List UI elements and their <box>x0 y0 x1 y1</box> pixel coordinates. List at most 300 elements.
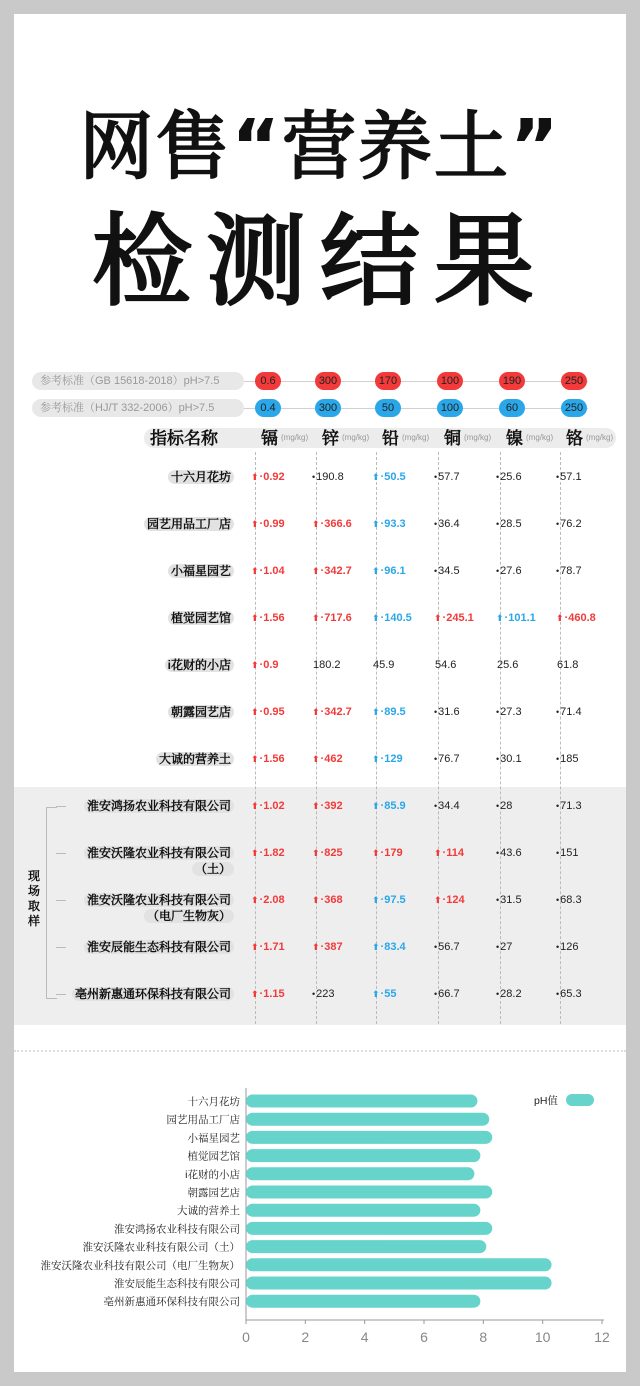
value-cell <box>251 940 285 954</box>
x-tick-label-5: 10 <box>534 1329 551 1345</box>
column-guide-0 <box>255 452 256 1024</box>
bullet-icon: • <box>556 801 560 811</box>
up-arrow-icon: ⬆ <box>251 989 259 999</box>
indicator-name-header: 指标名称 <box>150 429 218 448</box>
row-name <box>14 798 234 814</box>
value-text: 185 <box>560 753 579 765</box>
bullet-icon: • <box>496 895 500 905</box>
category-label-9: 淮安沃隆农业科技有限公司（电厂生物灰） <box>40 1259 240 1272</box>
value-text: ·1.82 <box>259 847 285 859</box>
value-text: ·462 <box>320 753 343 765</box>
metal-header-3: 铜 <box>444 429 461 448</box>
up-arrow-icon: ⬆ <box>251 707 259 717</box>
unit-label: (mg/kg) <box>526 433 554 442</box>
bullet-icon: • <box>496 848 500 858</box>
value-cell <box>312 611 352 625</box>
unit-label: (mg/kg) <box>586 433 614 442</box>
row-name-text: 植觉园艺馆 <box>168 611 234 625</box>
bullet-icon: • <box>556 848 560 858</box>
value-text: 27.6 <box>500 565 522 577</box>
column-guide-4 <box>500 452 501 1024</box>
value-text: 45.9 <box>373 659 395 671</box>
bullet-icon: • <box>434 754 438 764</box>
value-text: 31.5 <box>500 894 522 906</box>
value-cell <box>556 940 579 954</box>
value-text: ·342.7 <box>320 706 352 718</box>
metal-header-1: 锌 <box>322 429 339 448</box>
value-cell <box>312 893 343 907</box>
value-cell <box>496 752 522 766</box>
up-arrow-icon: ⬆ <box>372 989 380 999</box>
ref-value-1: 300 <box>315 372 341 390</box>
ref-value-0: 0.6 <box>255 372 281 390</box>
category-label-8: 淮安沃隆农业科技有限公司（土） <box>82 1241 240 1254</box>
value-text: ·0.92 <box>259 471 285 483</box>
row-name <box>14 986 234 1002</box>
bar-4 <box>246 1167 474 1180</box>
category-label-1: 园艺用品工厂店 <box>166 1114 240 1127</box>
value-cell <box>372 658 394 672</box>
row-name-text: 小福星园艺 <box>168 564 234 578</box>
row-name <box>14 939 234 955</box>
row-name-text: （电厂生物灰） <box>144 909 234 923</box>
up-arrow-icon: ⬆ <box>434 848 442 858</box>
bar-8 <box>246 1240 486 1253</box>
up-arrow-icon: ⬆ <box>496 613 504 623</box>
value-text: ·85.9 <box>380 800 406 812</box>
bullet-icon: • <box>434 472 438 482</box>
value-cell <box>372 799 406 813</box>
value-text: ·245.1 <box>442 612 474 624</box>
value-cell <box>251 752 285 766</box>
category-label-5: 朝露园艺店 <box>187 1187 240 1199</box>
value-text: ·1.15 <box>259 988 285 1000</box>
up-arrow-icon: ⬆ <box>251 660 259 670</box>
value-text: 76.2 <box>560 518 582 530</box>
value-text: ·460.8 <box>564 612 596 624</box>
value-cell <box>496 893 522 907</box>
bar-3 <box>246 1149 480 1162</box>
row-name <box>14 845 234 877</box>
bullet-icon: • <box>496 754 500 764</box>
value-cell <box>496 940 512 954</box>
value-cell <box>556 705 582 719</box>
value-cell <box>434 987 460 1001</box>
value-text: 34.4 <box>438 800 460 812</box>
up-arrow-icon: ⬆ <box>312 519 320 529</box>
up-arrow-icon: ⬆ <box>251 942 259 952</box>
value-cell <box>496 517 522 531</box>
page-title-line1: 网售“营养土” <box>79 104 561 190</box>
value-cell <box>496 705 522 719</box>
value-cell <box>251 658 279 672</box>
value-text: 28.5 <box>500 518 522 530</box>
value-cell <box>372 564 406 578</box>
up-arrow-icon: ⬆ <box>251 754 259 764</box>
up-arrow-icon: ⬆ <box>372 519 380 529</box>
value-text: ·1.71 <box>259 941 285 953</box>
x-tick-label-3: 6 <box>420 1329 428 1345</box>
value-text: 34.5 <box>438 565 460 577</box>
bullet-icon: • <box>556 707 560 717</box>
value-text: 31.6 <box>438 706 460 718</box>
up-arrow-icon: ⬆ <box>312 613 320 623</box>
bullet-icon: • <box>496 472 500 482</box>
value-cell <box>434 846 464 860</box>
unit-label: (mg/kg) <box>281 433 309 442</box>
ref-value-3: 100 <box>437 372 463 390</box>
bullet-icon: • <box>434 989 438 999</box>
value-cell <box>312 564 352 578</box>
bullet-icon: • <box>434 707 438 717</box>
value-text: 57.7 <box>438 471 460 483</box>
value-text: ·89.5 <box>380 706 406 718</box>
x-tick-label-2: 4 <box>360 1329 369 1345</box>
value-cell <box>434 658 456 672</box>
up-arrow-icon: ⬆ <box>312 801 320 811</box>
value-text: 68.3 <box>560 894 582 906</box>
x-tick-label-0: 0 <box>242 1329 250 1345</box>
value-text: ·97.5 <box>380 894 406 906</box>
bullet-icon: • <box>434 801 438 811</box>
row-name <box>14 469 234 485</box>
value-cell <box>372 893 406 907</box>
value-cell <box>556 987 582 1001</box>
ref-value-3: 100 <box>437 399 463 417</box>
ref-value-4: 190 <box>499 372 525 390</box>
value-text: 36.4 <box>438 518 460 530</box>
value-text: ·1.04 <box>259 565 285 577</box>
value-text: 28.2 <box>500 988 522 1000</box>
value-cell <box>496 846 522 860</box>
bullet-icon: • <box>556 519 560 529</box>
value-text: ·140.5 <box>380 612 412 624</box>
value-cell <box>556 799 582 813</box>
bar-2 <box>246 1131 492 1144</box>
category-label-11: 亳州新惠通环保科技有限公司 <box>103 1296 240 1309</box>
value-text: ·342.7 <box>320 565 352 577</box>
ref-value-4: 60 <box>499 399 525 417</box>
x-tick-label-1: 2 <box>301 1329 310 1345</box>
value-cell <box>372 752 403 766</box>
value-cell <box>496 611 536 625</box>
value-text: ·55 <box>380 988 397 1000</box>
ref-value-1: 300 <box>315 399 341 417</box>
unit-label: (mg/kg) <box>464 433 492 442</box>
infographic-page <box>14 14 626 1372</box>
legend-swatch <box>566 1094 594 1106</box>
up-arrow-icon: ⬆ <box>312 754 320 764</box>
up-arrow-icon: ⬆ <box>372 707 380 717</box>
value-text: ·368 <box>320 894 343 906</box>
value-text: 61.8 <box>557 659 579 671</box>
site-sample-label: 现场取样 <box>28 869 41 928</box>
value-cell <box>372 940 406 954</box>
value-cell <box>496 987 522 1001</box>
ref-standard-label: 参考标准（HJ/T 332-2006）pH>7.5 <box>32 399 244 417</box>
ref-standard-label: 参考标准（GB 15618-2018）pH>7.5 <box>32 372 244 390</box>
value-cell <box>312 940 343 954</box>
value-cell <box>251 799 285 813</box>
value-cell <box>312 658 341 672</box>
value-text: 190.8 <box>316 471 344 483</box>
bullet-icon: • <box>556 566 560 576</box>
bullet-icon: • <box>434 566 438 576</box>
bar-0 <box>246 1095 477 1108</box>
metal-header-5: 铬 <box>566 429 583 448</box>
up-arrow-icon: ⬆ <box>251 472 259 482</box>
value-cell <box>312 705 352 719</box>
bullet-icon: • <box>496 801 500 811</box>
up-arrow-icon: ⬆ <box>372 754 380 764</box>
value-text: ·392 <box>320 800 343 812</box>
up-arrow-icon: ⬆ <box>434 895 442 905</box>
value-cell <box>556 658 578 672</box>
value-cell <box>312 517 352 531</box>
value-cell <box>496 658 518 672</box>
row-name-text: 十六月花坊 <box>168 470 234 484</box>
value-cell <box>372 611 412 625</box>
row-name-text: 淮安鸿扬农业科技有限公司 <box>84 799 234 813</box>
value-cell <box>251 470 285 484</box>
ref-value-2: 50 <box>375 399 401 417</box>
bullet-icon: • <box>434 942 438 952</box>
category-label-4: i花财的小店 <box>185 1168 240 1181</box>
value-cell <box>251 705 285 719</box>
category-label-0: 十六月花坊 <box>187 1096 240 1108</box>
value-cell <box>434 893 465 907</box>
value-cell <box>372 705 406 719</box>
value-cell <box>496 470 522 484</box>
bullet-icon: • <box>496 989 500 999</box>
bar-11 <box>246 1295 480 1308</box>
bullet-icon: • <box>496 707 500 717</box>
value-text: ·124 <box>442 894 465 906</box>
up-arrow-icon: ⬆ <box>312 942 320 952</box>
value-cell <box>372 470 406 484</box>
value-cell <box>556 846 579 860</box>
value-text: 180.2 <box>313 659 341 671</box>
metal-header-4: 镍 <box>506 429 523 448</box>
value-text: 76.7 <box>438 753 460 765</box>
value-text: 27.3 <box>500 706 522 718</box>
row-name-text: 淮安辰能生态科技有限公司 <box>84 940 234 954</box>
up-arrow-icon: ⬆ <box>251 848 259 858</box>
value-text: ·83.4 <box>380 941 406 953</box>
bar-7 <box>246 1222 492 1235</box>
category-label-2: 小福星园艺 <box>187 1132 240 1145</box>
value-cell <box>434 752 460 766</box>
column-guide-1 <box>316 452 317 1024</box>
value-cell <box>434 470 460 484</box>
value-cell <box>556 893 582 907</box>
page-title-line2: 检测结果 <box>92 203 548 320</box>
value-cell <box>556 470 582 484</box>
value-text: ·1.56 <box>259 753 285 765</box>
value-cell <box>434 564 460 578</box>
value-cell <box>251 611 285 625</box>
value-text: ·50.5 <box>380 471 406 483</box>
value-cell <box>556 517 582 531</box>
bullet-icon: • <box>434 519 438 529</box>
value-text: ·366.6 <box>320 518 352 530</box>
category-label-6: 大诚的营养土 <box>177 1205 240 1218</box>
ref-value-0: 0.4 <box>255 399 281 417</box>
value-cell <box>312 470 344 484</box>
value-cell <box>372 517 406 531</box>
bullet-icon: • <box>556 942 560 952</box>
value-text: ·101.1 <box>504 612 536 624</box>
value-text: ·0.99 <box>259 518 285 530</box>
value-text: 126 <box>560 941 579 953</box>
up-arrow-icon: ⬆ <box>312 848 320 858</box>
value-text: ·93.3 <box>380 518 406 530</box>
value-text: 57.1 <box>560 471 582 483</box>
bullet-icon: • <box>312 989 316 999</box>
value-text: ·0.95 <box>259 706 285 718</box>
up-arrow-icon: ⬆ <box>312 566 320 576</box>
row-name <box>14 516 234 532</box>
row-name-text: （土） <box>192 862 234 876</box>
value-text: 25.6 <box>497 659 519 671</box>
column-guide-5 <box>560 452 561 1024</box>
row-name <box>14 704 234 720</box>
value-cell <box>312 846 343 860</box>
value-cell <box>251 564 285 578</box>
value-text: ·0.9 <box>259 659 279 671</box>
value-text: ·1.56 <box>259 612 285 624</box>
value-text: 30.1 <box>500 753 522 765</box>
bullet-icon: • <box>496 519 500 529</box>
category-label-3: 植觉园艺馆 <box>187 1150 240 1163</box>
value-cell <box>496 564 522 578</box>
value-text: ·129 <box>380 753 403 765</box>
value-text: ·2.08 <box>259 894 285 906</box>
value-text: ·825 <box>320 847 343 859</box>
value-cell <box>251 517 285 531</box>
ref-value-5: 250 <box>561 399 587 417</box>
value-text: 27 <box>500 941 513 953</box>
row-name-text: 大诚的营养土 <box>156 752 234 766</box>
section-divider <box>14 1050 626 1052</box>
bullet-icon: • <box>556 895 560 905</box>
x-tick-label-6: 12 <box>594 1329 610 1345</box>
unit-label: (mg/kg) <box>342 433 370 442</box>
ref-value-2: 170 <box>375 372 401 390</box>
value-text: ·1.02 <box>259 800 285 812</box>
value-cell <box>434 517 460 531</box>
value-cell <box>312 987 335 1001</box>
value-text: ·179 <box>380 847 403 859</box>
up-arrow-icon: ⬆ <box>372 566 380 576</box>
value-cell <box>434 611 474 625</box>
row-name-text: 淮安沃隆农业科技有限公司 <box>84 893 234 907</box>
metal-header-0: 镉 <box>261 429 278 448</box>
up-arrow-icon: ⬆ <box>372 942 380 952</box>
value-text: 151 <box>560 847 579 859</box>
up-arrow-icon: ⬆ <box>251 613 259 623</box>
row-name-text: 亳州新惠通环保科技有限公司 <box>72 987 234 1001</box>
up-arrow-icon: ⬆ <box>372 472 380 482</box>
value-text: ·717.6 <box>320 612 352 624</box>
value-text: 66.7 <box>438 988 460 1000</box>
value-text: 28 <box>500 800 513 812</box>
value-cell <box>496 799 512 813</box>
value-text: 223 <box>316 988 335 1000</box>
value-text: 25.6 <box>500 471 522 483</box>
value-text: 54.6 <box>435 659 457 671</box>
up-arrow-icon: ⬆ <box>312 895 320 905</box>
value-text: ·96.1 <box>380 565 406 577</box>
bar-5 <box>246 1186 492 1199</box>
value-text: 65.3 <box>560 988 582 1000</box>
value-cell <box>372 987 396 1001</box>
value-cell <box>434 799 460 813</box>
unit-label: (mg/kg) <box>402 433 430 442</box>
metal-header-2: 铅 <box>382 429 399 448</box>
value-text: 71.4 <box>560 706 582 718</box>
bar-6 <box>246 1204 480 1217</box>
category-label-10: 淮安辰能生态科技有限公司 <box>114 1278 240 1290</box>
up-arrow-icon: ⬆ <box>251 801 259 811</box>
bullet-icon: • <box>496 942 500 952</box>
value-text: 56.7 <box>438 941 460 953</box>
bar-1 <box>246 1113 489 1126</box>
up-arrow-icon: ⬆ <box>372 801 380 811</box>
value-cell <box>556 611 596 625</box>
up-arrow-icon: ⬆ <box>251 519 259 529</box>
value-cell <box>312 752 343 766</box>
up-arrow-icon: ⬆ <box>312 707 320 717</box>
up-arrow-icon: ⬆ <box>251 566 259 576</box>
row-name-text: 朝露园艺店 <box>168 705 234 719</box>
value-text: ·387 <box>320 941 343 953</box>
value-cell <box>556 564 582 578</box>
legend-label: pH值 <box>534 1095 558 1107</box>
bullet-icon: • <box>556 989 560 999</box>
value-text: 43.6 <box>500 847 522 859</box>
value-cell <box>312 799 343 813</box>
x-tick-label-4: 8 <box>479 1329 488 1345</box>
bar-9 <box>246 1258 552 1271</box>
value-cell <box>251 893 285 907</box>
column-guide-2 <box>376 452 377 1024</box>
value-cell <box>556 752 579 766</box>
value-cell <box>434 940 460 954</box>
value-cell <box>251 846 285 860</box>
row-name <box>14 563 234 579</box>
row-name <box>14 751 234 767</box>
value-cell <box>434 705 460 719</box>
up-arrow-icon: ⬆ <box>251 895 259 905</box>
row-name-text: i花财的小店 <box>165 658 234 672</box>
ref-connector <box>244 408 588 409</box>
up-arrow-icon: ⬆ <box>372 848 380 858</box>
ph-bar-chart <box>14 1084 626 1372</box>
bullet-icon: • <box>556 754 560 764</box>
ref-connector <box>244 381 588 382</box>
row-name <box>14 892 234 924</box>
up-arrow-icon: ⬆ <box>434 613 442 623</box>
row-name-text: 园艺用品工厂店 <box>144 517 234 531</box>
row-name <box>14 610 234 626</box>
up-arrow-icon: ⬆ <box>372 613 380 623</box>
bullet-icon: • <box>312 472 316 482</box>
value-text: 78.7 <box>560 565 582 577</box>
up-arrow-icon: ⬆ <box>556 613 564 623</box>
row-name <box>14 657 234 673</box>
value-text: ·114 <box>442 847 464 859</box>
